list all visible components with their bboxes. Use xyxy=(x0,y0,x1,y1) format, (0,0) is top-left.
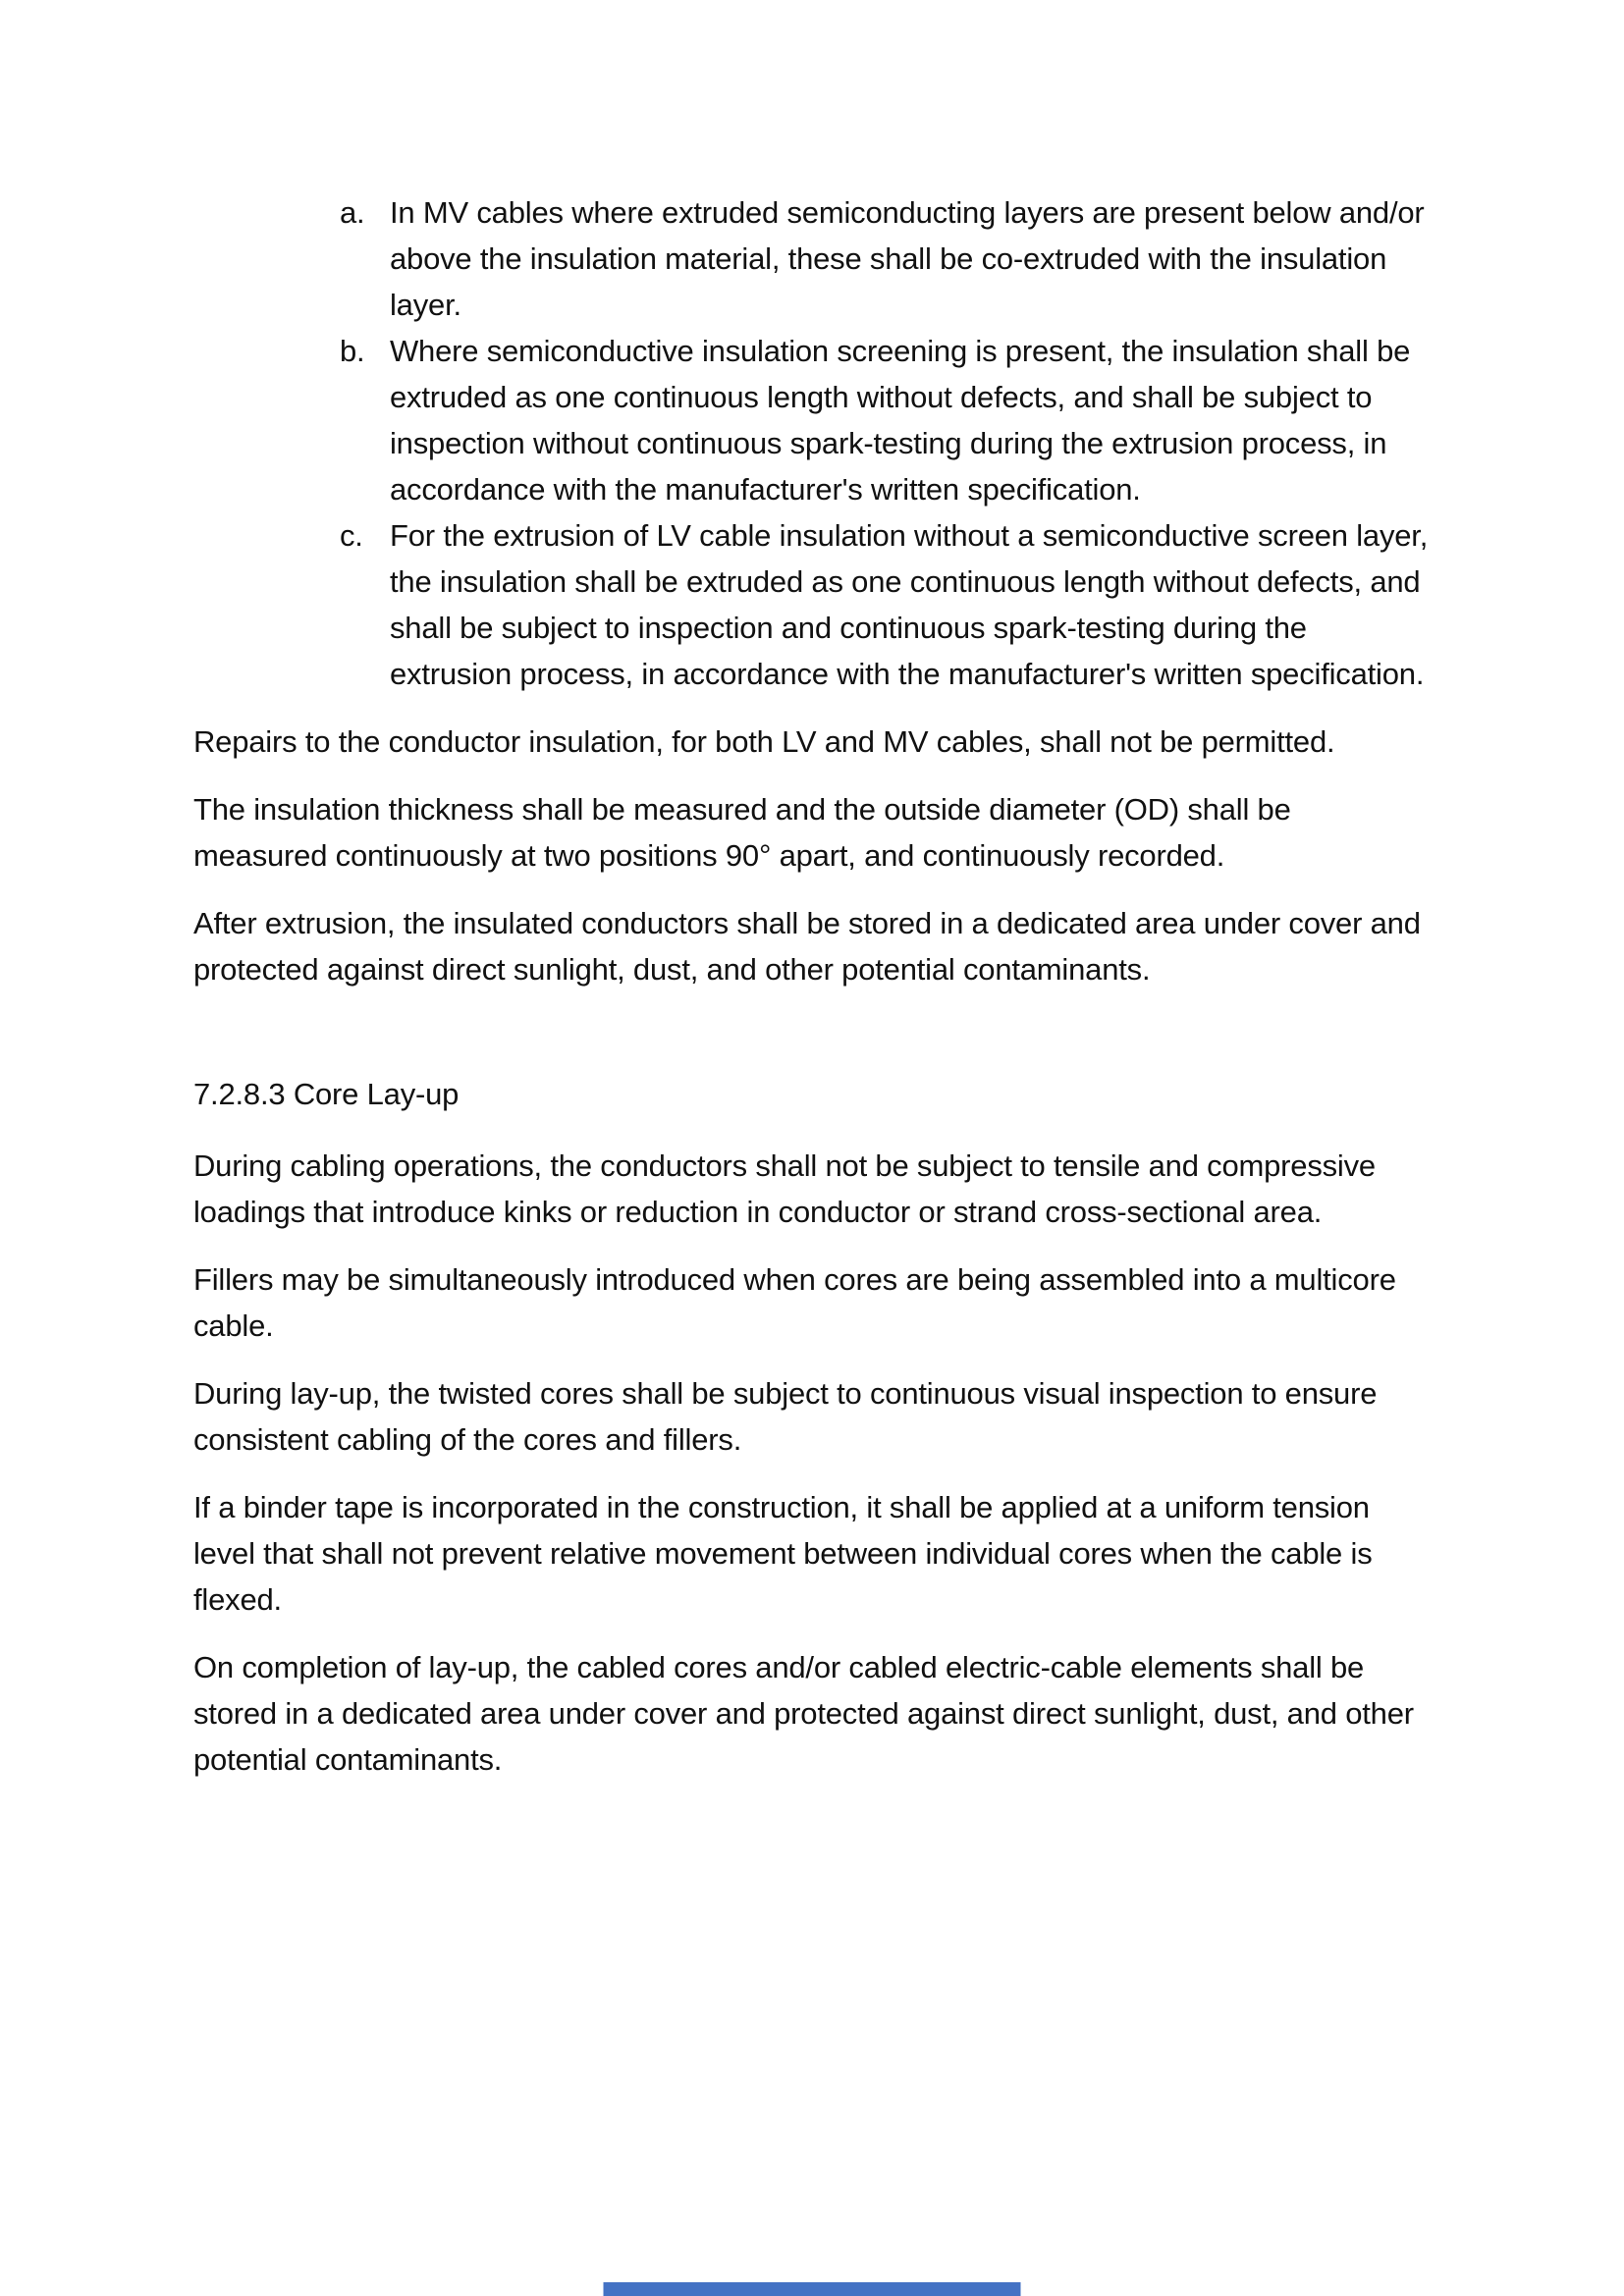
alpha-list xyxy=(340,189,1431,697)
list-item xyxy=(340,328,1431,512)
paragraph-repairs: Repairs to the conductor insulation, for both LV and MV cables, shall not be permitted. xyxy=(193,724,1335,759)
paragraph-after-extrusion: After extrusion, the insulated conductors shall be stored in a dedicated area under cover and protected against direct sunlight, dust, and other potential contaminants. xyxy=(193,906,1421,987)
list-item-text: For the extrusion of LV cable insulation without a semiconductive screen layer, the insulation shall be extruded as one continuous length without defects, and shall be subject to inspection and continuous spark-testing during the extrusion process, in accordance with the manufacturer's written specification. xyxy=(390,518,1429,691)
list-item-marker: b. xyxy=(340,334,365,368)
paragraph-cabling-operations: During cabling operations, the conductors shall not be subject to tensile and compressive loadings that introduce kinks or reduction in conductor or strand cross-sectional area. xyxy=(193,1148,1376,1229)
list-item xyxy=(340,512,1431,697)
footer-accent-bar xyxy=(604,2282,1021,2296)
list-item-marker: c. xyxy=(340,518,363,553)
list-item-text: In MV cables where extruded semiconducting layers are present below and/or above the insulation material, these shall be co-extruded with the insulation layer. xyxy=(390,195,1425,322)
paragraph-fillers: Fillers may be simultaneously introduced when cores are being assembled into a multicore cable. xyxy=(193,1262,1396,1343)
list-item-marker: a. xyxy=(340,195,365,230)
paragraph-lay-up-inspection: During lay-up, the twisted cores shall be subject to continuous visual inspection to ensure consistent cabling of the cores and fillers. xyxy=(193,1376,1378,1457)
paragraph-insulation-thickness: The insulation thickness shall be measured and the outside diameter (OD) shall be measured continuously at two positions 90° apart, and continuously recorded. xyxy=(193,792,1291,873)
paragraph-binder-tape: If a binder tape is incorporated in the construction, it shall be applied at a uniform tension level that shall not prevent relative movement between individual cores when the cable is flexed. xyxy=(193,1490,1373,1617)
list-item-text: Where semiconductive insulation screening is present, the insulation shall be extruded as one continuous length without defects, and shall be subject to inspection without continuous spark-testing during the extrusion process, in accordance with the manufacturer's written specification. xyxy=(390,334,1411,507)
section-heading-core-lay-up: 7.2.8.3 Core Lay-up xyxy=(193,1077,460,1111)
list-item xyxy=(340,189,1431,328)
paragraph-completion-lay-up: On completion of lay-up, the cabled cores and/or cabled electric-cable elements shall be stored in a dedicated area under cover and protected against direct sunlight, dust, and other potential contaminants. xyxy=(193,1650,1414,1777)
